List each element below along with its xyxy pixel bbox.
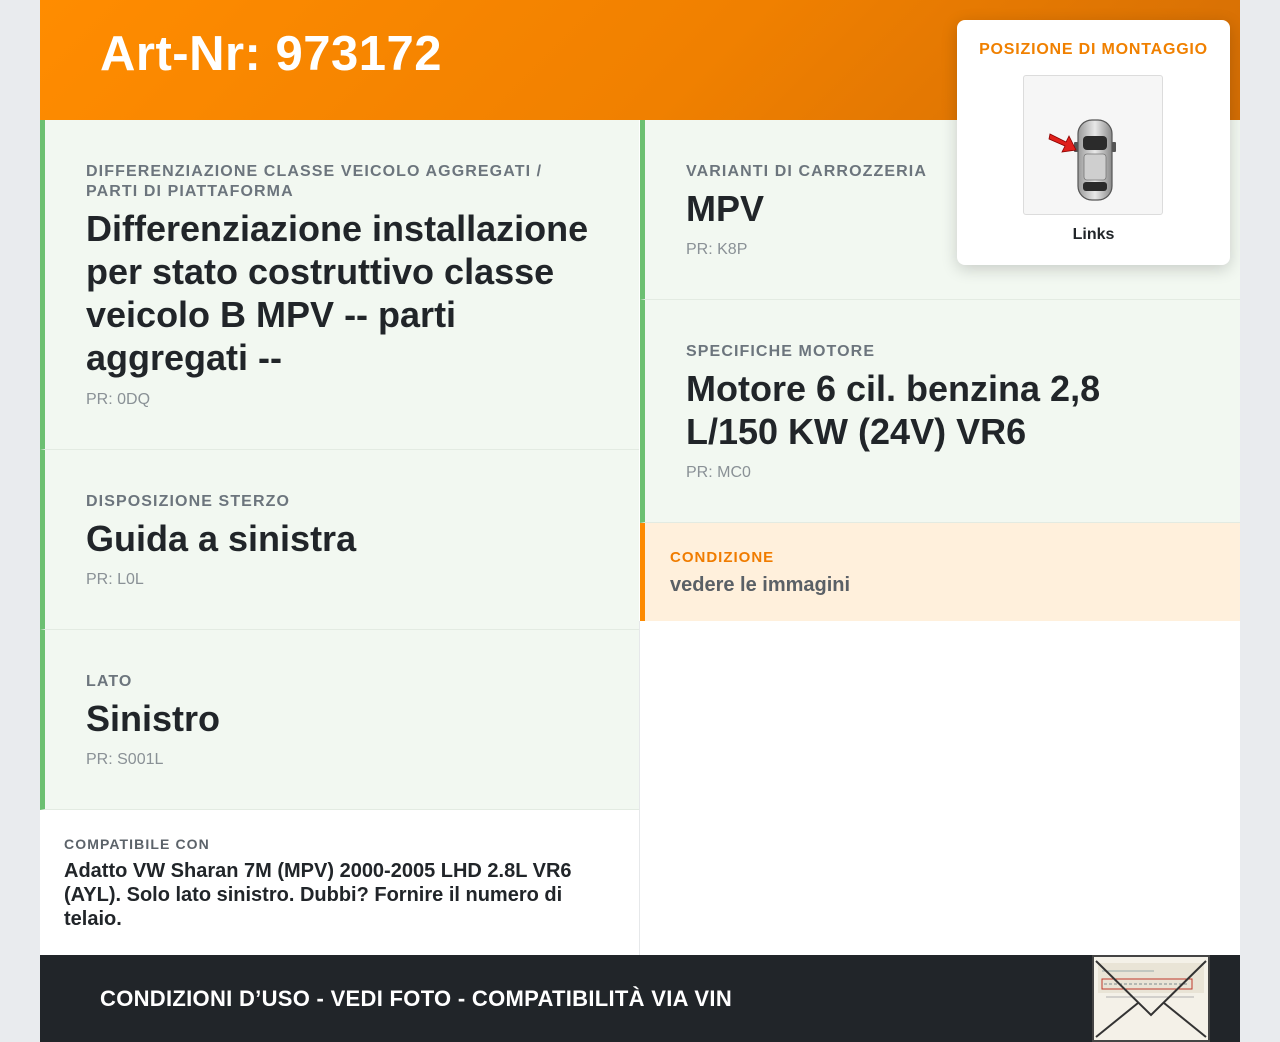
spec-steering [40,450,639,630]
spec-steering-value: Guida a sinistra [86,518,357,559]
spec-platform [40,120,639,450]
condition-label: CONDIZIONE [670,549,775,566]
mounting-position-card [957,20,1230,265]
spec-side-value: Sinistro [86,698,221,739]
spec-side-label: LATO [86,673,133,690]
spec-platform-label: DIFFERENZIAZIONE CLASSE VEICOLO AGGREGATI / PARTI DI PIATTAFORMA [86,163,543,200]
mounting-title: POSIZIONE DI MONTAGGIO [979,41,1208,58]
spec-side [40,630,639,810]
car-top-view-with-arrow-icon [1023,75,1163,215]
spec-engine [640,300,1240,523]
condition-value: vedere le immagini [670,574,851,596]
spec-platform-pr: PR: 0DQ [86,391,151,408]
spec-side-pr: PR: S001L [86,751,164,768]
spec-steering-label: DISPOSIZIONE STERZO [86,493,291,510]
footer-links[interactable]: CONDIZIONI D’USO - VEDI FOTO - COMPATIBILITÀ VIA VIN [100,986,733,1011]
condition-box [640,523,1240,621]
compatibility-box [40,810,640,955]
product-sheet [40,0,1240,1042]
spec-body-pr: PR: K8P [686,241,748,258]
spec-engine-value: Motore 6 cil. benzina 2,8 L/150 KW (24V) VR6 [686,368,1101,452]
compatibility-label: COMPATIBILE CON [64,836,210,852]
article-number-title: Art-Nr: 973172 [100,27,442,81]
car-diagram [1024,76,1162,214]
spec-steering-pr: PR: L0L [86,571,144,588]
envelope-icon[interactable] [1092,955,1210,1042]
mounting-caption: Links [1072,226,1115,243]
spec-engine-label: SPECIFICHE MOTORE [686,343,876,360]
spec-body-label: VARIANTI DI CARROZZERIA [686,163,927,180]
envelope-thumbnail-graphic [1094,957,1208,1040]
compatibility-value: Adatto VW Sharan 7M (MPV) 2000-2005 LHD 2.8L VR6 (AYL). Solo lato sinistro. Dubbi? Fornire il numero di telaio. [64,860,572,930]
footer-bar [40,955,1240,1042]
spec-engine-pr: PR: MC0 [686,464,751,481]
spec-platform-value: Differenziazione installazione per stato costruttivo classe veicolo B MPV -- parti aggregati -- [86,208,589,378]
spec-body-value: MPV [686,188,765,229]
